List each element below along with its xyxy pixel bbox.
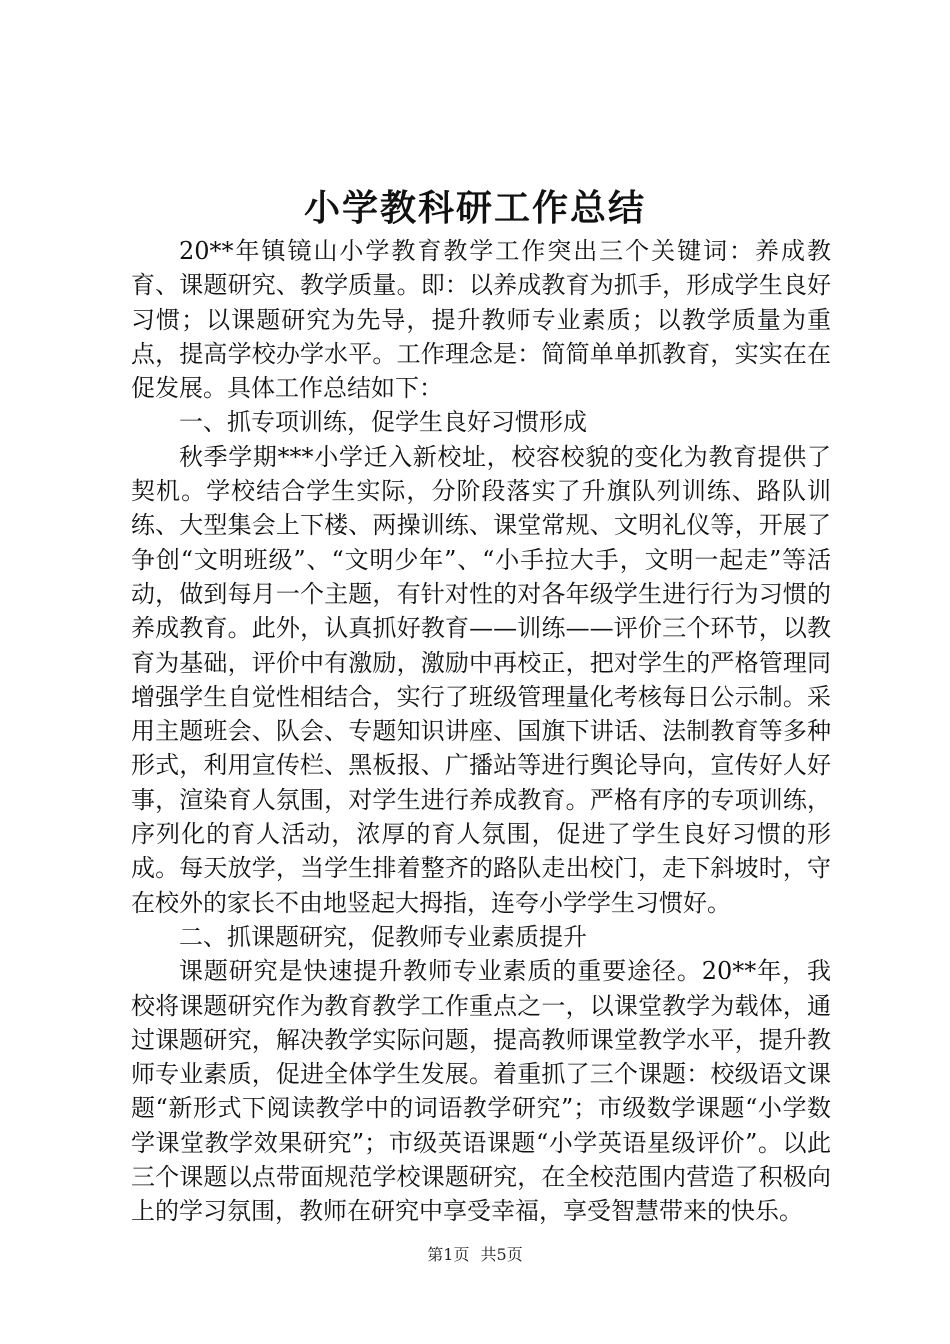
page-number: 第1页 bbox=[427, 1245, 470, 1264]
page-title: 小学教科研工作总结 bbox=[303, 187, 646, 229]
intro-paragraph: 20**年镇镜山小学教育教学工作突出三个关键词：养成教育、课题研究、教学质量。即：以养成教育为抓手，形成学生良好习惯；以课题研究为先导，提升教师专业素质；以教学质量为重点，提高学校办学水平。工作理念是：简简单单抓教育，实实在在促发展。具体工作总结如下： bbox=[131, 237, 831, 403]
page-footer bbox=[0, 1244, 950, 1266]
section-heading-1: 一、抓专项训练，促学生良好习惯形成 bbox=[179, 408, 587, 437]
section-2-paragraph: 课题研究是快速提升教师专业素质的重要途径。20**年，我校将课题研究作为教育教学工作重点之一，以课堂教学为载体，通过课题研究，解决教学实际问题，提高教师课堂教学水平，提升教师专业素质，促进全体学生发展。着重抓了三个课题：校级语文课题“新形式下阅读教学中的词语教学研究”；市级数学课题“小学数学课堂教学效果研究”；市级英语课题“小学英语星级评价”。以此三个课题以点带面规范学校课题研究，在全校范围内营造了积极向上的学习氛围，教师在研究中享受幸福，享受智慧带来的快乐。 bbox=[131, 957, 831, 1226]
page-total: 共5页 bbox=[480, 1245, 523, 1264]
document-body bbox=[131, 234, 831, 1229]
section-1-paragraph: 秋季学期***小学迁入新校址，校容校貌的变化为教育提供了契机。学校结合学生实际，分阶段落实了升旗队列训练、路队训练、大型集会上下楼、两操训练、课堂常规、文明礼仪等，开展了争创“文明班级”、“文明少年”、“小手拉大手，文明一起走”等活动，做到每月一个主题，有针对性的对各年级学生进行行为习惯的养成教育。此外，认真抓好教育——训练——评价三个环节，以教育为基础，评价中有激励，激励中再校正，把对学生的严格管理同增强学生自觉性相结合，实行了班级管理量化考核每日公示制。采用主题班会、队会、专题知识讲座、国旗下讲话、法制教育等多种形式，利用宣传栏、黑板报、广播站等进行舆论导向，宣传好人好事，渲染育人氛围，对学生进行养成教育。严格有序的专项训练，序列化的育人活动，浓厚的育人氛围，促进了学生良好习惯的形成。每天放学，当学生排着整齐的路队走出校门，走下斜坡时，守在校外的家长不由地竖起大拇指，连夸小学学生习惯好。 bbox=[131, 442, 831, 917]
section-heading-2: 二、抓课题研究，促教师专业素质提升 bbox=[179, 922, 587, 951]
